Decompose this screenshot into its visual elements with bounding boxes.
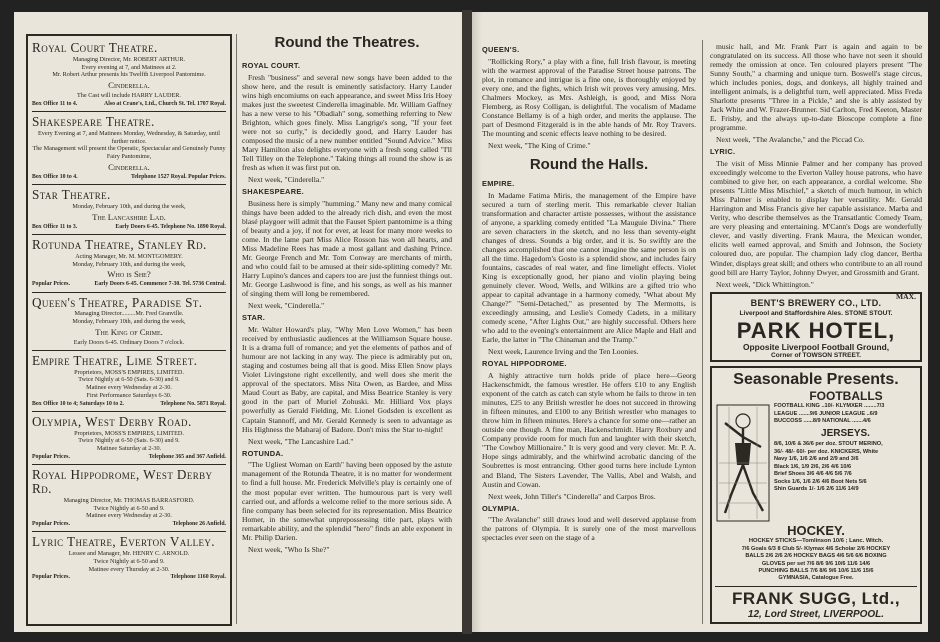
column-rule — [702, 40, 703, 624]
theatre-listing — [32, 38, 226, 112]
park-hotel-ad — [710, 292, 922, 362]
theatre-feature: Who is She? — [107, 269, 151, 280]
round-theatres-heading: Round the Theatres. — [274, 34, 420, 51]
footer-left: Box Office 10 to 4. — [32, 173, 78, 180]
sugg-address: 12, Lord Street, LIVERPOOL. — [747, 609, 885, 621]
price-row: GYMNASIA, Catalogue Free. — [778, 575, 854, 582]
theatre-listing — [32, 235, 226, 293]
price-row: Navy 1/6, 1/6 2/6 and 2/9 and 3/6 — [774, 456, 859, 463]
theatre-feature: Cinderella. — [108, 161, 150, 172]
theatre-listing — [32, 351, 226, 412]
next-week-line: Next week, "Who Is She?" — [248, 544, 330, 554]
footer-left: Box Office 10 to 4; Saturdays 10 to 2. — [32, 400, 124, 407]
section-title: EMPIRE. — [482, 178, 515, 188]
next-week-line: Next week, Laurence Irving and the Ten Loonies. — [488, 347, 639, 357]
theatre-info-line: Every Evening at 7, and Matinees Monday, Wednesday, & Saturday, until further notice. — [37, 129, 221, 145]
hockey-sub: HOCKEY STICKS—Tomlinson 10/6 ; Lanc. Witch. — [748, 538, 884, 544]
paragraph: In Madame Fatima Miris, the management of the Empire have secured a turn of sterling merit. This remarkable clever Italian transformation and character artiste possesses, without the assistance of anyone, a sparkling comedy entitled "La Mauguie Divina." There are seven characters in the sketch, and no less than seventy-eight changes of dress. Sounds a big order, and it is. So swiftly are the changes accomplished that one cannot imagine the same person is on all the time. Hagedorn's Gosto is a splendid show, and includes fairy fountains, cascades of real water, and fine limelight effects. Violet King is exceptionally good, her piano and violin playing being genuinely clever. Wood, Wells, and Wilkins are a gifted trio who appear to capital advantage in a harmony comedy, "What about My Change?" "Semi-Detached," as presented by The Mermotts, is exceedingly amusing, and Leslie's Comedy Cadets, in a military comedy scene, "After Lights Out," are highly successful. Others here who add to the evening's entertainment are Alice Maple and Hall and Earle, the latter in "The Chinaman and the Tramp." — [482, 190, 696, 345]
theatre-info-line: Mr. Robert Arthur presents his Twelfth Liverpool Pantomime. — [52, 71, 206, 79]
theatre-name: Rotunda Theatre, Stanley Rd. — [32, 236, 207, 252]
round-halls-column — [482, 42, 696, 626]
price-row: FOOTBALL KING ..10/- KLYMXER ........7/3 — [774, 403, 885, 409]
hotel-location: Opposite Liverpool Football Ground, — [742, 342, 890, 352]
right-page — [472, 12, 928, 632]
next-week-line: Next week, "Cinderella." — [248, 175, 325, 185]
price-row: BALLS 2/6 2/6 2/6 HOCKEY BAGS 4/6 5/6 6/6 BOXING — [745, 553, 887, 560]
hotel-corner: Corner of TOWSON STREET. — [771, 352, 861, 359]
theatre-info-line: The Management will present the Operatic, Spectacular and Genuinely Funny Fairy Pantomime, — [32, 145, 226, 161]
theatre-footer — [32, 174, 226, 181]
theatre-footer — [32, 281, 226, 288]
theatre-info-line: First Performance Saturdays 6-30. — [86, 391, 172, 399]
footballs-heading: FOOTBALLS — [809, 389, 883, 403]
footer-left: Popular Prices. — [32, 453, 70, 460]
brewery-name: BENT'S BREWERY CO., LTD. — [750, 298, 882, 308]
theatre-info-line: Managing Director, Mr. THOMAS BARRASFORD. — [63, 496, 195, 504]
theatre-info-line: Matinee every Wednesday at 2-30. — [86, 384, 172, 392]
theatre-info-line: Matinee every Wednesday at 2-30. — [86, 512, 172, 520]
price-row: BUCCOSS ......8/9 NATIONAL .......4/6 — [774, 418, 871, 425]
price-row: PUNCHING BALLS 7/6 8/6 9/6 10/6 11/6 15/6 — [758, 567, 874, 574]
footer-right: Telephone No. 5871 Royal. — [160, 400, 226, 407]
book-gutter — [462, 10, 472, 634]
theatre-name: Empire Theatre, Lime Street. — [32, 352, 198, 368]
theatre-name: Royal Hippodrome, West Derby Rd. — [32, 467, 213, 496]
theatre-listing — [32, 185, 226, 235]
section-title: LYRIC. — [710, 147, 736, 157]
signature: MAX. — [895, 291, 916, 301]
theatre-subline: Early Doors 6-45. Ordinary Doors 7 o'clock. — [73, 338, 185, 346]
section-title: ROYAL COURT. — [242, 61, 301, 70]
theatre-info-line: Twice Nightly at 6-50 and 9. — [93, 557, 165, 565]
right-column — [710, 42, 922, 301]
hockey-heading: HOCKEY. — [787, 523, 845, 538]
footer-left: Popular Prices. — [32, 281, 70, 288]
theatre-feature: The Lancashire Lad. — [92, 211, 166, 222]
section-title: ROTUNDA. — [242, 448, 284, 458]
theatre-info-line: Twice Nightly at 6-50 (Sats. 6-30) and 9. — [78, 437, 180, 445]
next-week-line: Next week, John Tiller's "Cinderella" and Carpos Bros. — [488, 491, 656, 501]
section-title: ROYAL HIPPODROME. — [482, 359, 567, 369]
theatre-footer — [32, 521, 226, 528]
paragraph: "Rollicking Rory," a play with a fine, full Irish flavour, is meeting with the warmest approval of the Paradise Street house patrons. The plot, in romance and intrigue is a fine one, is thoroughly enjoyed by every one, and the fights, which Irish wit proves very amusing. Mrs. Chalmers Mockey, as Mrs. Ashleigh, is good, and Miss Nora Flemberg, as Rosy Colligan, is delightful. The vocalism of Madame Constance Bellamy is of a high order, and merits the applause. The part of Desmond Fitzgerald is in the able hands of Mr. Roy Travers. The mounting and scenic effects leave nothing to be desired. — [482, 56, 696, 139]
theatre-name: Star Theatre. — [32, 187, 111, 203]
price-row: Brief Shoes 3/6 4/6 4/6 5/6 7/6 — [774, 471, 852, 478]
left-page — [14, 12, 462, 632]
theatre-info-line: Proprietors, MOSS'S EMPIRES, LIMITED. — [74, 368, 184, 376]
next-week-line: Next week, "The King of Crime." — [488, 141, 591, 151]
footer-right: Early Doors 6-45. Telephone No. 1890 Royal. — [115, 223, 226, 230]
jerseys-heading: JERSEYS. — [821, 427, 870, 439]
paragraph: A highly attractive turn holds pride of place here—Georg Hackenschmidt, the famous wrestler. He offers £10 to any English exponent of the catch as catch can style whom he fails to throw in ten minutes, £25 to any British wrestler he does not succeed in throwing in fifteen minutes, and £100 to any British wrestler who manages to throw him in fifteen minutes. Here's a chance for some one—rather an outside one though. A fine man, Hackenschmidt. Harry Roxbury and Company provide room for much fun and laughter with their sketch, "The Cowboy Millionaire." It is very good and very clever. Mr. P. A. Hope sings admirably, and the whirlwind acrobatic dancing of the Soubrettes is most entrancing. Other good turns here include Lynton and Bland, The Sisters Lavender, The Vallis, Abel and Walsh, and Austin and Cowan. — [482, 371, 696, 489]
round-theatres-column — [242, 58, 452, 624]
theatre-listing — [32, 412, 226, 465]
price-row: Socks 1/6, 1/6 2/6 4/6 Boot Nets 5/6 — [774, 478, 867, 485]
footer-left: Popular Prices. — [32, 574, 70, 581]
theatre-info-line: Every evening at 7, and Matinees at 2. — [81, 63, 177, 71]
section-title: QUEEN'S. — [482, 45, 520, 54]
section-title: STAR. — [242, 313, 266, 323]
theatre-info-line: Acting Manager, Mr. M. MONTGOMERY. — [75, 252, 183, 260]
next-week-line: Next week, "Dick Whittington." — [716, 279, 814, 289]
theatre-info-line: Monday, February 10th, and during the week, — [72, 318, 186, 326]
price-list — [771, 403, 917, 494]
next-week-line: Next week, "The Lancashire Lad." — [248, 436, 354, 446]
frank-sugg-ad — [710, 366, 922, 624]
theatre-footer — [32, 401, 226, 408]
theatre-name: Shakespeare Theatre. — [32, 114, 155, 130]
paragraph: "The Ugliest Woman on Earth" having been opposed by the astute management of the Rotunda Theatre, it is no matter for wonderment to find a full house. Mr. Frederick Melville's play is certainly one of the most popular ever written. The humourous part is very well carried out, and affords a welcome relief to the more serious side. A fine company has been selected for its representation. Miss Beatrice Homer, in the somewhat unprepossessing title part, plays with remarkable ability, and the splendid "hero" finds an able exponent in Mr. Philip Darien. — [242, 460, 452, 542]
hotel-name: PARK HOTEL, — [736, 318, 896, 343]
footer-right: Also at Crane's, Ltd., Church St. Tel. 1707 Royal. — [104, 100, 226, 107]
next-week-line: Next week, "The Avalanche," and the Piccad Co. — [716, 135, 865, 145]
theatre-feature: Cinderella. — [108, 80, 150, 91]
sports-price-list — [715, 546, 917, 582]
theatre-directory — [26, 34, 232, 626]
paragraph: The visit of Miss Minnie Palmer and her company has proved exceedingly welcome to the Everton Valley house patrons, who have combined to give her, on each appearance, a cordial welcome. She presents "Little Miss Mischief," a sketch of much humour, in which Miss Palmer is enabled to display her versatility. Mr. Gerald Harrington and Miss Francis give her capable assistance. Marba and Verity, who describe themselves as the Transatlantic Comedy Team, are very pleasing and entertaining. M'Cann's Dogs are wonderfully clever, and vastly diverting. Frank Maura, the Mexican wonder, elicits well earned approval, and Smith and Johnson, the Society coloured duo, are popular. The champion lady clog dancer, Bertha Winder, displays great skill; and others who contribute to an all round good bill are Harry Taylor, Johnny Dwyer, and Grossmith and Grant. — [710, 159, 922, 277]
theatre-info-line: Monday, February 10th, and during the week, — [72, 260, 186, 268]
price-row: 8/6, 10/6 & 36/6 per doz. STOUT MERINO, — [774, 441, 883, 448]
footer-left: Box Office 11 to 3. — [32, 223, 78, 230]
price-row: 36/- 48/- 60/- per doz. KNICKERS, White — [774, 448, 879, 455]
ales-line: Liverpool and Staffordshire Ales. STONE STOUT. — [739, 310, 893, 317]
paragraph: Fresh "business" and several new songs have been added to the show here, and the result is eminently satisfactory. Harry Lauder wins high encomiums on each appearance, and sweet Miss Iris Hoey makes just the sweetest Cinderella imaginable. Mr. William Gaffney has a new verse to his "Obadiah" song, something referring to New Brighton, which goes finely. Miss Langrige's song, "If your feet were not so curly," is decidedly good, and Harry Lauder has composed the music of a new number entitled "Sound Advice." Miss Mary Hamilton also delights everyone with a fresh song called "I'll Tell Tilley on the Telephone." Taking things all round the show is as fresh as when it was first put on. — [242, 72, 452, 173]
theatre-feature: The King of Crime. — [95, 326, 163, 337]
theatre-info-line: Matinee Saturday at 2-30. — [96, 445, 162, 453]
footer-left: Popular Prices. — [32, 521, 70, 528]
theatre-info-line: Monday, February 10th, and during the week, — [72, 203, 186, 211]
price-row: 7/6 Goals 6/3 8 Club 5/- Klymax 4/6 Scholar 2/6 HOCKEY — [741, 546, 891, 552]
next-week-line: Next week, "Cinderella." — [248, 301, 325, 311]
page-shadow — [472, 12, 482, 632]
sugg-name: FRANK SUGG, Ltd., — [731, 589, 901, 609]
price-row: Shin Guards 1/- 1/6 2/6 11/6 14/9 — [774, 486, 859, 493]
theatre-info-line: Twice Nightly at 6-50 and 9. — [93, 504, 165, 512]
theatre-info-line: Proprietors, MOSS'S EMPIRES, LIMITED. — [74, 429, 184, 437]
theatre-info-line: Matinee every Thursday at 2-30. — [88, 565, 170, 573]
theatre-footer — [32, 101, 226, 108]
theatre-name: Olympia, West Derby Road. — [32, 413, 192, 429]
theatre-listing — [32, 112, 226, 185]
theatre-listing — [32, 293, 226, 351]
paragraph: "The Avalanche" still draws loud and well deserved applause from the patrons of Olympia. It is surely one of the most marvellous spectacles ever seen on the stage of a — [482, 515, 696, 543]
paragraph: music hall, and Mr. Frank Parr is again and again to be congratulated on its success. All those who have not seen it should remedy the omission at once. Ten coloured players present "The Sunny South," a charming and unique turn. Boswell's stage circus, which includes ponies, dogs, and donkeys, all highly trained and intelligent animals, is a delightful turn, well appreciated. Miss Freda Sharlotte presents "Three in a Pickle," and she is ably assisted by Jack White and W. Frazer-Brunner. Sid Carlton, Fred Keeton, Master E. Frisby, and the always up-to-date Bioscope complete a fine programme. — [710, 42, 922, 133]
footer-left: Box Office 11 to 4. — [32, 100, 78, 107]
footballer-illustration-icon — [715, 403, 771, 523]
theatre-footer — [32, 224, 226, 231]
price-row: Black 1/6, 1/9 2/6, 2/6 4/6 10/6 — [774, 463, 852, 470]
sugg-title: Seasonable Presents. — [733, 371, 899, 388]
column-rule — [236, 34, 237, 624]
theatre-info-line: Managing Director.........Mr. Fred Granville. — [74, 310, 184, 318]
footer-right: Telephone 1527 Royal. Popular Prices. — [130, 173, 226, 180]
theatre-info-line: Managing Director, Mr. ROBERT ARTHUR. — [72, 55, 186, 63]
footer-right: Early Doors 6-45. Commence 7-30. Tel. 5736 Central. — [94, 281, 226, 288]
footer-right: Telephone 26 Anfield. — [172, 521, 226, 528]
theatre-name: Lyric Theatre, Everton Valley. — [32, 534, 215, 550]
section-title: SHAKESPEARE. — [242, 187, 304, 197]
theatre-footer — [32, 574, 226, 581]
section-title: OLYMPIA. — [482, 503, 520, 513]
theatre-name: Royal Court Theatre. — [32, 40, 158, 55]
theatre-info-line: Twice Nightly at 6-50 (Sats. 6-30) and 9. — [78, 376, 180, 384]
footer-right: Telephone 365 and 367 Anfield. — [148, 453, 226, 460]
paragraph: Mr. Walter Howard's play, "Why Men Love Women," has been received by enthusiastic audiences at the Williamson Square house. It is a drama full of romance; and yet the elements of pathos and of humour are not lacking in any way. The piece is admirably put on, staging and costumes being all that is good. Miss Ellen Snow plays Violet Livingstone right excellently, and well does she merit the approval of the spectators. Miss Nita Owen, as Bardee, and Miss Maud Court as Baby, are capital, and Miss Beatrice Stanley is very good in the part of Muriel Zohuski. Mr. Hilliard Vox plays powerfully as Gerald Fielding, Mr. Lionel Godsden is excellent as Captain Stannoff, and Mr. Gerald Kennedy is seen to advantage as His Highness the Maharaj of Badore. Don't miss the Star to-night! — [242, 325, 452, 434]
round-halls-heading: Round the Halls. — [529, 156, 649, 174]
theatre-info-line: Lessee and Manager, Mr. HENRY C. ARNOLD. — [68, 550, 190, 558]
paragraph: Business here is simply "humming." Many new and many comical things have been added to the already rich dish, and even the most blasé playgoer will admit that the Fauset Spiert pantomime is a thing of beauty and a joy, if not for ever, at least for many more weeks to come. In the lame part Miss Alice Rosson has won all hearts, and Miss Madeline Rees has made a most gallant and dashing Prince. Mr. George French and Mr. Tom Conway are merchants of mirth, and who could fail to be amused at their side-splitting comedy? Mr. Harry Lupino's dances and capers too are just the funniest things out. Mr. George Lashwood is fine, and his songs, as well as his manner of singing them will long be remembered. — [242, 199, 452, 299]
theatre-listing — [32, 465, 226, 532]
theatre-listing — [32, 532, 226, 584]
theatre-subline: The Cast will include HARRY LAUDER. — [77, 92, 181, 100]
price-row: GLOVES per set 7/6 8/6 9/6 10/6 11/6 14/6 — [761, 560, 871, 567]
price-row: LEAGUE .......9/6 JUNIOR LEAGUE ..6/9 — [774, 410, 878, 417]
footer-right: Telephone 1160 Royal. — [170, 574, 226, 581]
theatre-name: Queen's Theatre, Paradise St. — [32, 294, 203, 310]
theatre-footer — [32, 454, 226, 461]
